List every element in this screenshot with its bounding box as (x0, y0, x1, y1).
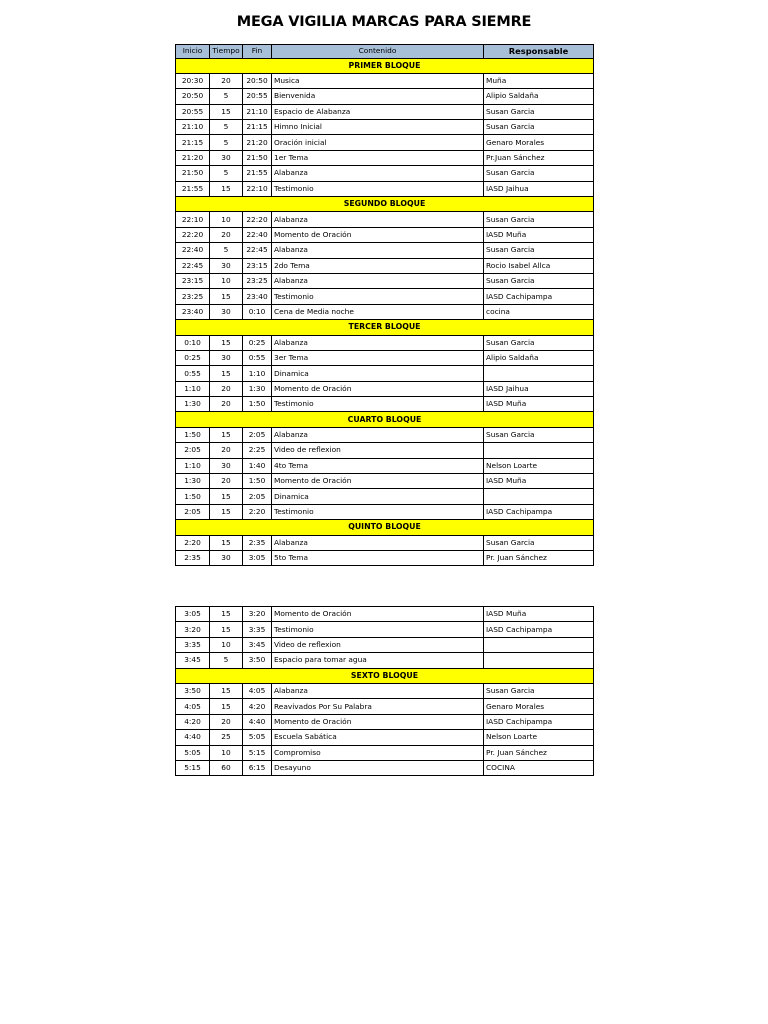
cell-tiempo: 15 (210, 683, 243, 698)
cell-inicio: 21:55 (176, 181, 210, 196)
table-row (176, 637, 594, 652)
cell-contenido: Alabanza (272, 273, 484, 288)
cell-responsable (484, 637, 594, 652)
cell-responsable: Susan Garcia (484, 683, 594, 698)
cell-responsable: Pr. Juan Sánchez (484, 745, 594, 760)
cell-responsable: IASD Cachipampa (484, 622, 594, 637)
table-row (176, 504, 594, 519)
cell-fin: 1:30 (243, 381, 272, 396)
block-title: SEGUNDO BLOQUE (176, 197, 594, 212)
cell-contenido: Alabanza (272, 335, 484, 350)
table-row (176, 243, 594, 258)
table-row (176, 258, 594, 273)
cell-inicio: 2:05 (176, 443, 210, 458)
cell-fin: 21:10 (243, 104, 272, 119)
cell-fin: 5:15 (243, 745, 272, 760)
table-row (176, 304, 594, 319)
cell-inicio: 22:10 (176, 212, 210, 227)
cell-tiempo: 5 (210, 120, 243, 135)
schedule-body-continued (176, 607, 594, 776)
cell-contenido: Testimonio (272, 397, 484, 412)
cell-fin: 22:45 (243, 243, 272, 258)
cell-fin: 2:35 (243, 535, 272, 550)
cell-responsable: IASD Muña (484, 227, 594, 242)
cell-inicio: 3:35 (176, 637, 210, 652)
cell-fin: 23:25 (243, 273, 272, 288)
page-title: MEGA VIGILIA MARCAS PARA SIEMRE (236, 14, 532, 30)
table-row (176, 273, 594, 288)
cell-inicio: 0:55 (176, 366, 210, 381)
cell-contenido: Video de reflexion (272, 637, 484, 652)
cell-contenido: Espacio de Alabanza (272, 104, 484, 119)
cell-fin: 21:50 (243, 150, 272, 165)
cell-contenido: Desayuno (272, 760, 484, 775)
table-row (176, 166, 594, 181)
cell-fin: 1:40 (243, 458, 272, 473)
cell-responsable: Susan Garcia (484, 166, 594, 181)
header-inicio: Inicio (176, 45, 210, 59)
cell-tiempo: 10 (210, 745, 243, 760)
cell-responsable: IASD Cachipampa (484, 504, 594, 519)
cell-fin: 22:20 (243, 212, 272, 227)
table-row (176, 212, 594, 227)
cell-responsable: COCINA (484, 760, 594, 775)
cell-inicio: 21:50 (176, 166, 210, 181)
cell-inicio: 5:15 (176, 760, 210, 775)
cell-tiempo: 10 (210, 212, 243, 227)
cell-responsable: Alipio Saldaña (484, 350, 594, 365)
cell-fin: 21:20 (243, 135, 272, 150)
cell-contenido: 3er Tema (272, 350, 484, 365)
cell-responsable (484, 366, 594, 381)
block-header-row (176, 58, 594, 73)
cell-inicio: 4:05 (176, 699, 210, 714)
table-row (176, 335, 594, 350)
cell-fin: 3:50 (243, 653, 272, 668)
cell-responsable: Susan Garcia (484, 120, 594, 135)
cell-tiempo: 15 (210, 535, 243, 550)
cell-inicio: 23:25 (176, 289, 210, 304)
table-row (176, 683, 594, 698)
cell-responsable: IASD Muña (484, 474, 594, 489)
cell-fin: 2:20 (243, 504, 272, 519)
cell-contenido: 1er Tema (272, 150, 484, 165)
cell-tiempo: 15 (210, 335, 243, 350)
cell-contenido: Testimonio (272, 504, 484, 519)
cell-fin: 22:10 (243, 181, 272, 196)
cell-tiempo: 15 (210, 181, 243, 196)
cell-inicio: 23:15 (176, 273, 210, 288)
cell-responsable: Susan Garcia (484, 335, 594, 350)
cell-inicio: 1:10 (176, 381, 210, 396)
cell-inicio: 3:20 (176, 622, 210, 637)
table-row (176, 89, 594, 104)
cell-tiempo: 30 (210, 551, 243, 566)
schedule-body-main (176, 58, 594, 566)
cell-fin: 3:20 (243, 607, 272, 622)
cell-fin: 3:05 (243, 551, 272, 566)
cell-responsable: Rocio Isabel Allca (484, 258, 594, 273)
cell-fin: 21:15 (243, 120, 272, 135)
cell-responsable: IASD Muña (484, 397, 594, 412)
cell-tiempo: 20 (210, 714, 243, 729)
cell-contenido: Bienvenida (272, 89, 484, 104)
cell-contenido: Alabanza (272, 243, 484, 258)
cell-responsable: IASD Jaihua (484, 381, 594, 396)
cell-inicio: 2:05 (176, 504, 210, 519)
cell-fin: 20:50 (243, 73, 272, 88)
cell-fin: 21:55 (243, 166, 272, 181)
cell-contenido: Video de reflexion (272, 443, 484, 458)
cell-fin: 2:05 (243, 489, 272, 504)
cell-inicio: 1:50 (176, 489, 210, 504)
table-row (176, 551, 594, 566)
schedule-table-main (175, 44, 594, 566)
table-row (176, 289, 594, 304)
cell-responsable: Genaro Morales (484, 135, 594, 150)
cell-responsable (484, 489, 594, 504)
block-header-row (176, 412, 594, 427)
cell-responsable (484, 653, 594, 668)
table-row (176, 760, 594, 775)
cell-fin: 3:35 (243, 622, 272, 637)
cell-inicio: 4:40 (176, 730, 210, 745)
cell-tiempo: 20 (210, 443, 243, 458)
cell-tiempo: 30 (210, 304, 243, 319)
block-header-row (176, 320, 594, 335)
cell-tiempo: 5 (210, 166, 243, 181)
cell-tiempo: 25 (210, 730, 243, 745)
cell-tiempo: 5 (210, 243, 243, 258)
cell-responsable: Susan Garcia (484, 273, 594, 288)
cell-contenido: Momento de Oración (272, 227, 484, 242)
cell-tiempo: 60 (210, 760, 243, 775)
table-row (176, 653, 594, 668)
cell-responsable (484, 443, 594, 458)
cell-fin: 22:40 (243, 227, 272, 242)
cell-inicio: 0:25 (176, 350, 210, 365)
table-row (176, 458, 594, 473)
cell-contenido: 2do Tema (272, 258, 484, 273)
cell-tiempo: 10 (210, 637, 243, 652)
cell-tiempo: 15 (210, 607, 243, 622)
cell-inicio: 5:05 (176, 745, 210, 760)
table-row (176, 699, 594, 714)
block-title: TERCER BLOQUE (176, 320, 594, 335)
cell-contenido: Momento de Oración (272, 714, 484, 729)
cell-tiempo: 10 (210, 273, 243, 288)
cell-responsable: Susan Garcia (484, 535, 594, 550)
table-row (176, 427, 594, 442)
cell-inicio: 3:05 (176, 607, 210, 622)
cell-tiempo: 20 (210, 227, 243, 242)
cell-contenido: Alabanza (272, 427, 484, 442)
table-row (176, 104, 594, 119)
cell-responsable: Muña (484, 73, 594, 88)
cell-contenido: Compromiso (272, 745, 484, 760)
cell-tiempo: 15 (210, 366, 243, 381)
cell-inicio: 22:20 (176, 227, 210, 242)
cell-responsable: Pr. Juan Sánchez (484, 551, 594, 566)
cell-responsable: IASD Jaihua (484, 181, 594, 196)
cell-responsable: Pr.Juan Sánchez (484, 150, 594, 165)
table-row (176, 535, 594, 550)
block-header-row (176, 668, 594, 683)
table-row (176, 135, 594, 150)
table-row (176, 622, 594, 637)
cell-responsable: IASD Cachipampa (484, 289, 594, 304)
cell-responsable: IASD Cachipampa (484, 714, 594, 729)
table-row (176, 730, 594, 745)
cell-inicio: 3:45 (176, 653, 210, 668)
block-title: PRIMER BLOQUE (176, 58, 594, 73)
cell-tiempo: 15 (210, 504, 243, 519)
cell-responsable: Nelson Loarte (484, 458, 594, 473)
cell-contenido: Dinamica (272, 489, 484, 504)
cell-fin: 4:20 (243, 699, 272, 714)
cell-tiempo: 20 (210, 397, 243, 412)
cell-tiempo: 5 (210, 135, 243, 150)
cell-fin: 1:50 (243, 397, 272, 412)
table-row (176, 745, 594, 760)
table-row (176, 474, 594, 489)
cell-inicio: 1:50 (176, 427, 210, 442)
table-header-row (176, 45, 594, 59)
cell-inicio: 21:10 (176, 120, 210, 135)
block-title: CUARTO BLOQUE (176, 412, 594, 427)
table-row (176, 443, 594, 458)
block-title: SEXTO BLOQUE (176, 668, 594, 683)
cell-inicio: 3:50 (176, 683, 210, 698)
cell-contenido: Momento de Oración (272, 381, 484, 396)
cell-tiempo: 15 (210, 289, 243, 304)
cell-contenido: 4to Tema (272, 458, 484, 473)
header-fin: Fin (243, 45, 272, 59)
cell-responsable: cocina (484, 304, 594, 319)
cell-inicio: 1:30 (176, 397, 210, 412)
cell-fin: 4:05 (243, 683, 272, 698)
cell-responsable: Susan Garcia (484, 427, 594, 442)
cell-fin: 23:40 (243, 289, 272, 304)
cell-tiempo: 20 (210, 73, 243, 88)
cell-fin: 0:10 (243, 304, 272, 319)
cell-inicio: 23:40 (176, 304, 210, 319)
cell-inicio: 1:30 (176, 474, 210, 489)
cell-contenido: Testimonio (272, 622, 484, 637)
table-row (176, 607, 594, 622)
cell-tiempo: 15 (210, 699, 243, 714)
cell-inicio: 22:45 (176, 258, 210, 273)
table-row (176, 397, 594, 412)
table-row (176, 150, 594, 165)
block-header-row (176, 520, 594, 535)
cell-contenido: Testimonio (272, 289, 484, 304)
cell-contenido: Escuela Sabática (272, 730, 484, 745)
cell-inicio: 0:10 (176, 335, 210, 350)
cell-inicio: 20:55 (176, 104, 210, 119)
cell-tiempo: 30 (210, 150, 243, 165)
cell-inicio: 20:50 (176, 89, 210, 104)
cell-contenido: Testimonio (272, 181, 484, 196)
cell-responsable: Nelson Loarte (484, 730, 594, 745)
cell-tiempo: 15 (210, 622, 243, 637)
cell-contenido: Alabanza (272, 166, 484, 181)
cell-tiempo: 15 (210, 104, 243, 119)
table-row (176, 350, 594, 365)
table-row (176, 366, 594, 381)
cell-contenido: Musica (272, 73, 484, 88)
cell-fin: 0:55 (243, 350, 272, 365)
cell-fin: 2:25 (243, 443, 272, 458)
cell-contenido: Himno Inicial (272, 120, 484, 135)
table-row (176, 181, 594, 196)
block-header-row (176, 197, 594, 212)
cell-inicio: 20:30 (176, 73, 210, 88)
cell-responsable: Susan Garcia (484, 243, 594, 258)
cell-contenido: Dinamica (272, 366, 484, 381)
cell-tiempo: 30 (210, 458, 243, 473)
cell-contenido: Alabanza (272, 535, 484, 550)
cell-responsable: Susan Garcia (484, 104, 594, 119)
cell-responsable: Susan Garcia (484, 212, 594, 227)
cell-fin: 0:25 (243, 335, 272, 350)
cell-tiempo: 5 (210, 89, 243, 104)
cell-contenido: 5to Tema (272, 551, 484, 566)
table-row (176, 489, 594, 504)
cell-tiempo: 5 (210, 653, 243, 668)
cell-inicio: 21:20 (176, 150, 210, 165)
cell-fin: 6:15 (243, 760, 272, 775)
cell-contenido: Reavivados Por Su Palabra (272, 699, 484, 714)
table-row (176, 381, 594, 396)
cell-fin: 1:10 (243, 366, 272, 381)
header-contenido: Contenido (272, 45, 484, 59)
cell-fin: 1:50 (243, 474, 272, 489)
cell-contenido: Alabanza (272, 683, 484, 698)
cell-tiempo: 30 (210, 350, 243, 365)
cell-tiempo: 15 (210, 427, 243, 442)
cell-fin: 2:05 (243, 427, 272, 442)
cell-responsable: IASD Muña (484, 607, 594, 622)
header-tiempo: Tiempo (210, 45, 243, 59)
cell-fin: 5:05 (243, 730, 272, 745)
cell-inicio: 22:40 (176, 243, 210, 258)
cell-inicio: 4:20 (176, 714, 210, 729)
cell-fin: 23:15 (243, 258, 272, 273)
cell-inicio: 1:10 (176, 458, 210, 473)
cell-inicio: 2:20 (176, 535, 210, 550)
table-row (176, 120, 594, 135)
cell-contenido: Momento de Oración (272, 607, 484, 622)
cell-contenido: Espacio para tomar agua (272, 653, 484, 668)
table-row (176, 227, 594, 242)
header-responsable: Responsable (484, 45, 594, 59)
cell-contenido: Cena de Media noche (272, 304, 484, 319)
cell-responsable: Alipio Saldaña (484, 89, 594, 104)
cell-fin: 20:55 (243, 89, 272, 104)
cell-tiempo: 15 (210, 489, 243, 504)
cell-fin: 4:40 (243, 714, 272, 729)
cell-tiempo: 20 (210, 474, 243, 489)
cell-contenido: Oración inicial (272, 135, 484, 150)
cell-contenido: Alabanza (272, 212, 484, 227)
cell-fin: 3:45 (243, 637, 272, 652)
schedule-table-continued (175, 606, 594, 776)
cell-tiempo: 30 (210, 258, 243, 273)
cell-inicio: 2:35 (176, 551, 210, 566)
cell-inicio: 21:15 (176, 135, 210, 150)
cell-tiempo: 20 (210, 381, 243, 396)
block-title: QUINTO BLOQUE (176, 520, 594, 535)
table-row (176, 73, 594, 88)
cell-contenido: Momento de Oración (272, 474, 484, 489)
table-row (176, 714, 594, 729)
cell-responsable: Genaro Morales (484, 699, 594, 714)
